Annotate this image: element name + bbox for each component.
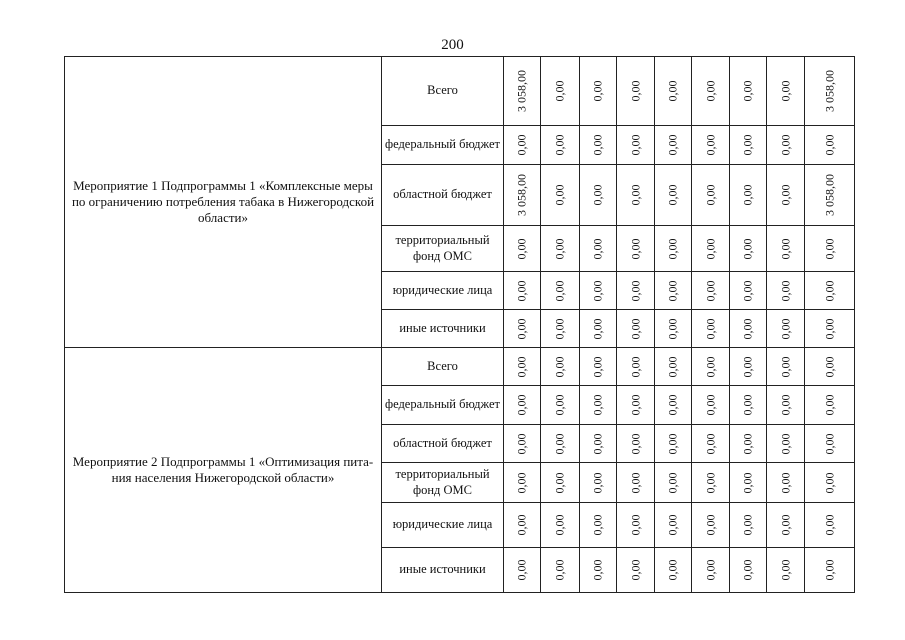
amount-cell — [617, 425, 655, 463]
funding-source-label: иные источники — [382, 310, 504, 348]
amount-cell — [617, 310, 655, 348]
measure-title: Мероприятие 1 Подпрограммы 1 «Комплексные меры по ограничению потребления табака в Нижегородской области» — [65, 57, 382, 348]
amount-value: 0,00 — [552, 394, 567, 416]
amount-value: 0,00 — [628, 472, 642, 493]
amount-value: 0,00 — [822, 394, 836, 416]
amount-cell — [541, 548, 580, 593]
amount-cell — [730, 57, 767, 126]
amount-cell — [504, 57, 541, 126]
amount-value: 0,00 — [628, 318, 642, 339]
amount-value: 0,00 — [740, 318, 755, 339]
amount-value: 0,00 — [822, 318, 836, 339]
amount-value: 0,00 — [778, 356, 792, 377]
amount-cell — [730, 548, 767, 593]
amount-cell — [730, 226, 767, 272]
measure-title: Мероприятие 2 Подпрограммы 1 «Оптимизация пита-ния населения Нижегородской области» — [65, 348, 382, 593]
amount-value: 0,00 — [778, 433, 792, 454]
amount-value: 0,00 — [628, 280, 642, 301]
amount-cell — [504, 503, 541, 548]
amount-value: 0,00 — [628, 184, 642, 206]
amount-value: 0,00 — [822, 472, 836, 493]
amount-value: 0,00 — [628, 134, 642, 156]
amount-cell — [805, 386, 855, 425]
amount-value: 0,00 — [628, 559, 642, 581]
amount-value: 0,00 — [552, 356, 567, 377]
amount-value: 0,00 — [665, 184, 680, 206]
amount-cell — [805, 548, 855, 593]
amount-cell — [541, 348, 580, 386]
amount-cell — [504, 463, 541, 503]
amount-cell — [655, 386, 692, 425]
amount-value: 0,00 — [665, 559, 680, 581]
amount-cell — [767, 425, 805, 463]
amount-value: 0,00 — [740, 514, 755, 536]
amount-value: 0,00 — [778, 280, 792, 301]
amount-cell — [655, 548, 692, 593]
amount-value: 0,00 — [590, 356, 605, 377]
table-row — [65, 348, 855, 386]
amount-cell — [692, 425, 730, 463]
amount-cell — [767, 272, 805, 310]
amount-value: 0,00 — [552, 514, 567, 536]
amount-value: 0,00 — [778, 472, 792, 493]
funding-source-label: федеральный бюджет — [382, 126, 504, 165]
amount-cell — [767, 310, 805, 348]
amount-value: 0,00 — [778, 318, 792, 339]
amount-cell — [767, 548, 805, 593]
amount-value: 0,00 — [590, 184, 605, 206]
amount-cell — [504, 348, 541, 386]
amount-value: 0,00 — [590, 134, 605, 156]
amount-value: 0,00 — [628, 394, 642, 416]
amount-value: 0,00 — [514, 356, 529, 377]
amount-cell — [504, 548, 541, 593]
amount-cell — [504, 126, 541, 165]
amount-value: 0,00 — [514, 134, 529, 156]
amount-value: 0,00 — [628, 356, 642, 377]
amount-cell — [767, 226, 805, 272]
amount-cell — [692, 310, 730, 348]
funding-source-label: юридические лица — [382, 272, 504, 310]
amount-value: 0,00 — [703, 559, 717, 581]
amount-value: 3 058,00 — [514, 174, 529, 216]
amount-cell — [617, 463, 655, 503]
amount-value: 0,00 — [628, 514, 642, 536]
amount-cell — [767, 165, 805, 226]
amount-cell — [730, 126, 767, 165]
amount-cell — [730, 348, 767, 386]
amount-value: 0,00 — [665, 134, 680, 156]
amount-value: 0,00 — [665, 472, 680, 493]
amount-cell — [692, 126, 730, 165]
amount-cell — [767, 503, 805, 548]
amount-cell — [730, 386, 767, 425]
amount-value: 0,00 — [514, 394, 529, 416]
amount-cell — [655, 425, 692, 463]
amount-cell — [730, 503, 767, 548]
amount-cell — [617, 386, 655, 425]
amount-cell — [692, 348, 730, 386]
funding-source-label: областной бюджет — [382, 165, 504, 226]
amount-value: 0,00 — [514, 514, 529, 536]
amount-cell — [617, 503, 655, 548]
amount-cell — [541, 165, 580, 226]
table-row — [65, 57, 855, 126]
amount-value: 0,00 — [514, 238, 529, 259]
amount-cell — [580, 165, 617, 226]
amount-cell — [617, 226, 655, 272]
amount-cell — [580, 386, 617, 425]
amount-cell — [617, 57, 655, 126]
amount-cell — [730, 310, 767, 348]
amount-value: 0,00 — [740, 433, 755, 454]
amount-cell — [692, 386, 730, 425]
amount-cell — [580, 548, 617, 593]
amount-value: 0,00 — [703, 318, 717, 339]
amount-cell — [541, 57, 580, 126]
amount-cell — [692, 226, 730, 272]
amount-cell — [504, 310, 541, 348]
amount-cell — [580, 463, 617, 503]
amount-value: 0,00 — [665, 514, 680, 536]
amount-cell — [655, 503, 692, 548]
amount-cell — [580, 503, 617, 548]
amount-cell — [655, 310, 692, 348]
amount-value: 0,00 — [822, 356, 836, 377]
funding-source-label: Всего — [382, 57, 504, 126]
amount-value: 0,00 — [740, 238, 755, 259]
amount-cell — [767, 386, 805, 425]
amount-cell — [617, 272, 655, 310]
amount-value: 0,00 — [740, 559, 755, 581]
amount-cell — [655, 226, 692, 272]
amount-value: 0,00 — [778, 514, 792, 536]
amount-value: 0,00 — [552, 184, 567, 206]
amount-value: 0,00 — [590, 433, 605, 454]
amount-cell — [504, 165, 541, 226]
funding-source-label: Всего — [382, 348, 504, 386]
amount-cell — [692, 57, 730, 126]
funding-source-label: территориальный фонд ОМС — [382, 226, 504, 272]
amount-value: 0,00 — [514, 433, 529, 454]
amount-cell — [692, 503, 730, 548]
amount-value: 0,00 — [740, 472, 755, 493]
amount-cell — [617, 548, 655, 593]
table-body — [65, 57, 855, 593]
amount-cell — [767, 348, 805, 386]
amount-cell — [767, 57, 805, 126]
amount-value: 0,00 — [590, 394, 605, 416]
amount-value: 0,00 — [822, 514, 836, 536]
amount-cell — [730, 165, 767, 226]
amount-cell — [655, 463, 692, 503]
amount-value: 0,00 — [703, 514, 717, 536]
amount-value: 0,00 — [740, 356, 755, 377]
amount-value: 0,00 — [552, 238, 567, 259]
amount-cell — [805, 310, 855, 348]
amount-cell — [805, 57, 855, 126]
amount-value: 0,00 — [665, 318, 680, 339]
amount-value: 0,00 — [590, 80, 605, 102]
amount-cell — [504, 272, 541, 310]
amount-value: 0,00 — [514, 318, 529, 339]
funding-source-label: федеральный бюджет — [382, 386, 504, 425]
amount-value: 0,00 — [514, 559, 529, 581]
amount-cell — [617, 165, 655, 226]
amount-value: 0,00 — [552, 559, 567, 581]
amount-value: 0,00 — [778, 80, 792, 102]
amount-cell — [617, 126, 655, 165]
amount-value: 0,00 — [822, 280, 836, 301]
funding-source-label: территориальный фонд ОМС — [382, 463, 504, 503]
page-number: 200 — [441, 37, 464, 53]
amount-value: 0,00 — [552, 134, 567, 156]
amount-value: 0,00 — [665, 356, 680, 377]
amount-cell — [805, 348, 855, 386]
amount-value: 0,00 — [628, 238, 642, 259]
amount-cell — [541, 386, 580, 425]
amount-value: 0,00 — [552, 318, 567, 339]
amount-cell — [655, 272, 692, 310]
amount-value: 0,00 — [552, 472, 567, 493]
amount-value: 0,00 — [590, 472, 605, 493]
amount-cell — [805, 463, 855, 503]
amount-cell — [580, 348, 617, 386]
amount-cell — [541, 126, 580, 165]
amount-value: 0,00 — [590, 559, 605, 581]
amount-value: 0,00 — [552, 433, 567, 454]
amount-cell — [730, 425, 767, 463]
amount-value: 0,00 — [822, 433, 836, 454]
amount-cell — [617, 348, 655, 386]
amount-value: 0,00 — [665, 433, 680, 454]
amount-value: 0,00 — [740, 80, 755, 102]
amount-value: 0,00 — [778, 184, 792, 206]
amount-cell — [692, 165, 730, 226]
amount-value: 0,00 — [590, 514, 605, 536]
amount-cell — [655, 57, 692, 126]
amount-value: 0,00 — [703, 280, 717, 301]
amount-cell — [730, 272, 767, 310]
amount-cell — [805, 165, 855, 226]
amount-cell — [580, 226, 617, 272]
amount-value: 0,00 — [703, 80, 717, 102]
amount-value: 0,00 — [703, 238, 717, 259]
amount-value: 0,00 — [665, 394, 680, 416]
amount-value: 0,00 — [590, 318, 605, 339]
amount-value: 0,00 — [822, 559, 836, 581]
amount-cell — [805, 126, 855, 165]
amount-value: 0,00 — [552, 80, 567, 102]
amount-value: 0,00 — [590, 280, 605, 301]
amount-cell — [805, 226, 855, 272]
amount-value: 0,00 — [740, 184, 755, 206]
amount-cell — [767, 126, 805, 165]
funding-source-label: областной бюджет — [382, 425, 504, 463]
amount-cell — [580, 57, 617, 126]
amount-cell — [805, 503, 855, 548]
amount-value: 0,00 — [740, 394, 755, 416]
amount-value: 0,00 — [703, 472, 717, 493]
amount-value: 0,00 — [778, 559, 792, 581]
amount-cell — [580, 425, 617, 463]
amount-cell — [541, 463, 580, 503]
amount-cell — [541, 310, 580, 348]
funding-source-label: иные источники — [382, 548, 504, 593]
amount-value: 0,00 — [778, 394, 792, 416]
amount-cell — [692, 272, 730, 310]
amount-value: 0,00 — [778, 134, 792, 156]
amount-cell — [805, 425, 855, 463]
amount-value: 0,00 — [665, 238, 680, 259]
amount-cell — [541, 425, 580, 463]
amount-value: 0,00 — [703, 184, 717, 206]
amount-value: 0,00 — [514, 280, 529, 301]
amount-cell — [580, 126, 617, 165]
amount-cell — [504, 386, 541, 425]
amount-value: 0,00 — [822, 238, 836, 259]
amount-value: 0,00 — [703, 394, 717, 416]
amount-cell — [655, 126, 692, 165]
amount-value: 0,00 — [822, 134, 836, 156]
amount-value: 3 058,00 — [822, 70, 836, 112]
amount-cell — [541, 226, 580, 272]
amount-cell — [504, 226, 541, 272]
amount-value: 3 058,00 — [822, 174, 836, 216]
amount-value: 0,00 — [703, 134, 717, 156]
amount-value: 0,00 — [552, 280, 567, 301]
amount-value: 0,00 — [628, 433, 642, 454]
amount-cell — [692, 463, 730, 503]
amount-cell — [580, 272, 617, 310]
funding-source-label: юридические лица — [382, 503, 504, 548]
amount-value: 0,00 — [778, 238, 792, 259]
amount-value: 0,00 — [514, 472, 529, 493]
amount-cell — [541, 503, 580, 548]
amount-value: 0,00 — [740, 280, 755, 301]
amount-cell — [504, 425, 541, 463]
amount-value: 3 058,00 — [514, 70, 529, 112]
amount-value: 0,00 — [590, 238, 605, 259]
amount-value: 0,00 — [628, 80, 642, 102]
amount-value: 0,00 — [703, 433, 717, 454]
amount-cell — [580, 310, 617, 348]
amount-value: 0,00 — [665, 80, 680, 102]
amount-cell — [655, 348, 692, 386]
amount-cell — [730, 463, 767, 503]
amount-cell — [541, 272, 580, 310]
amount-cell — [767, 463, 805, 503]
amount-value: 0,00 — [703, 356, 717, 377]
budget-table — [64, 56, 855, 593]
amount-cell — [805, 272, 855, 310]
amount-value: 0,00 — [740, 134, 755, 156]
amount-value: 0,00 — [665, 280, 680, 301]
amount-cell — [692, 548, 730, 593]
amount-cell — [655, 165, 692, 226]
